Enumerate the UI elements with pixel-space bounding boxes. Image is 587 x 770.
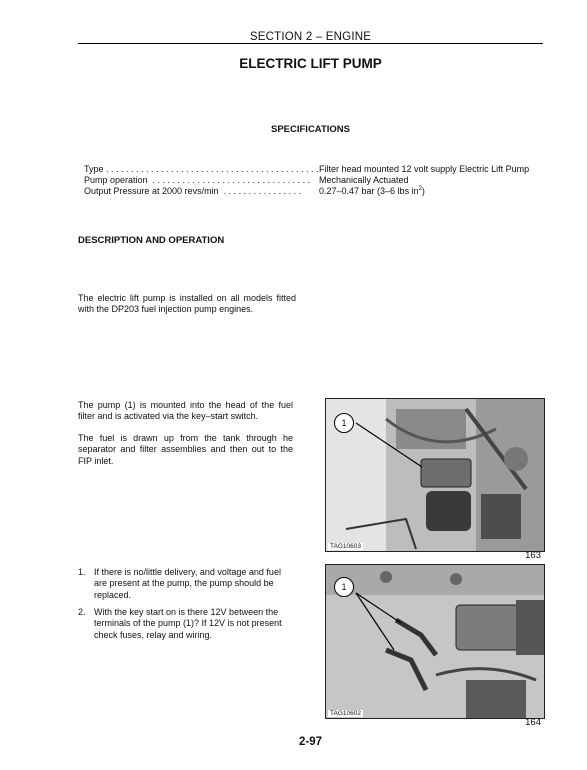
list-text: With the key start on is there 12V between the terminals of the pump (1)? If 12V is not present check fuses, relay and wiring.: [94, 607, 282, 640]
callout-1: 1: [334, 413, 354, 433]
list-number: 2.: [78, 607, 86, 617]
figure-number: 164: [525, 717, 541, 728]
paragraph-pump-mounting: The pump (1) is mounted into the head of the fuel filter and is activated via the key–start switch.: [78, 400, 293, 422]
figure-163-photo: [325, 398, 545, 552]
spec-value-end: ): [421, 186, 425, 196]
list-item-1: [78, 567, 296, 603]
specifications-heading: SPECIFICATIONS: [271, 124, 350, 135]
engine-photo-illustration: [326, 399, 544, 551]
spec-row-output-pressure: [84, 186, 544, 198]
spec-label: Pump operation . . . . . . . . . . . . . . . . . . . . . . . . . . . . . . . .: [84, 175, 311, 185]
figure-number: 163: [525, 550, 541, 561]
header-rule: [78, 43, 543, 44]
intro-paragraph: The electric lift pump is installed on all models fitted with the DP203 fuel injection pump engines.: [78, 293, 296, 315]
list-number: 1.: [78, 567, 86, 577]
page-number: 2-97: [298, 736, 323, 748]
spec-label: Output Pressure at 2000 revs/min . . . . . . . . . . . . . . . .: [84, 186, 302, 196]
section-header: SECTION 2 – ENGINE: [249, 31, 372, 43]
list-text: If there is no/little delivery, and voltage and fuel are present at the pump, the pump should be replaced.: [94, 567, 281, 600]
page-title: ELECTRIC LIFT PUMP: [239, 56, 382, 71]
callout-1: 1: [334, 577, 354, 597]
figure-164-photo: [325, 564, 545, 719]
figure-code: TAG10602: [330, 710, 361, 717]
figure-code: TAG10603: [330, 543, 361, 550]
spec-value: [319, 186, 425, 196]
spec-value-superscript: 2: [418, 186, 422, 192]
spec-value: Mechanically Actuated: [319, 175, 409, 185]
list-item-2: [78, 607, 296, 655]
spec-label: Type . . . . . . . . . . . . . . . . . . . . . . . . . . . . . . . . . . . . . . . . . . .: [84, 164, 319, 174]
pump-terminals-photo-illustration: [326, 565, 544, 718]
spec-value: Filter head mounted 12 volt supply Electric Lift Pump: [319, 164, 530, 174]
description-heading: DESCRIPTION AND OPERATION: [78, 235, 225, 246]
paragraph-fuel-flow: The fuel is drawn up from the tank through he separator and filter assemblies and then out to the FIP inlet.: [78, 433, 293, 466]
spec-value-text: 0.27–0.47 bar (3–6 lbs in: [319, 186, 419, 196]
